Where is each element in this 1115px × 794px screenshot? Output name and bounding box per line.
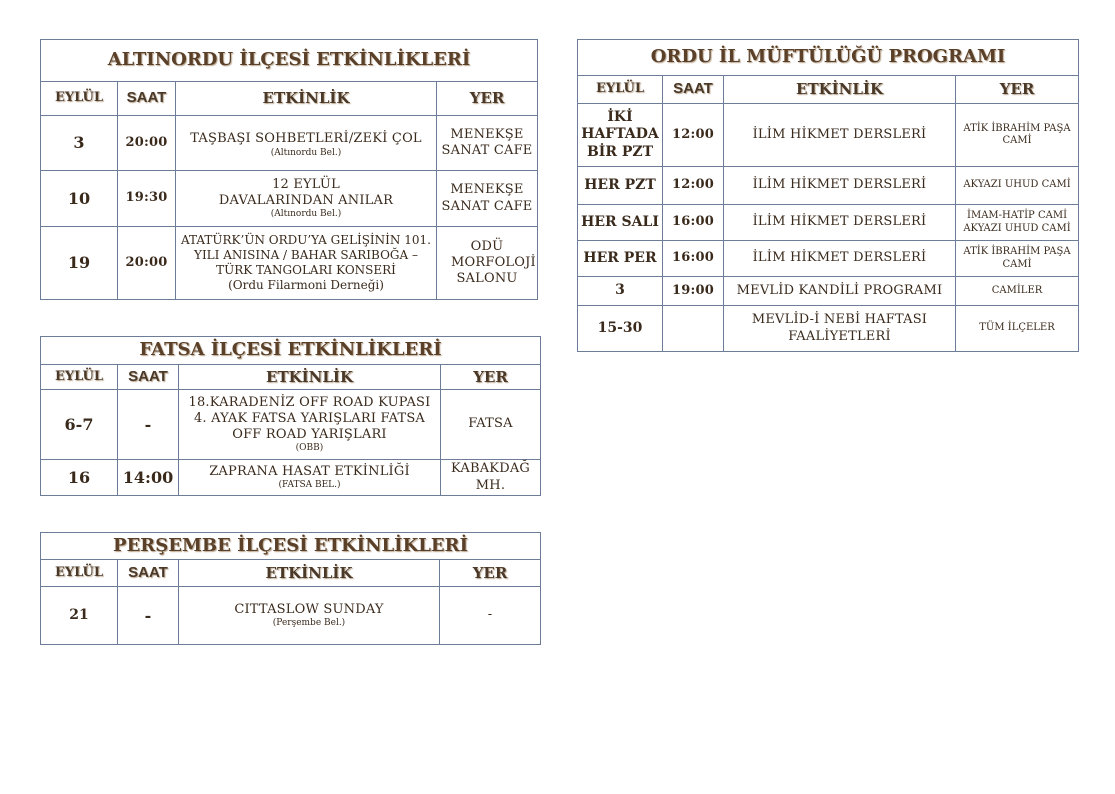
- event-organizer: (FATSA BEL.): [278, 480, 341, 490]
- header-place: YER: [956, 76, 1079, 104]
- mufti-program-table: [577, 39, 1079, 352]
- table-row: [41, 116, 538, 171]
- fatsa-events-table: [40, 336, 541, 496]
- persembe-title: PERŞEMBE İLÇESİ ETKİNLİKLERİ: [41, 533, 541, 560]
- event-time: 16:00: [663, 241, 724, 277]
- table-row: [41, 227, 538, 300]
- header-event: ETKİNLİK: [176, 82, 437, 116]
- event-time: 19:00: [663, 277, 724, 306]
- event-time: 14:00: [118, 460, 179, 496]
- header-time: SAAT: [663, 76, 724, 104]
- event-time: 12:00: [663, 104, 724, 167]
- header-event: ETKİNLİK: [179, 560, 440, 587]
- table-row: [41, 587, 541, 645]
- header-time: SAAT: [118, 560, 179, 587]
- header-event: ETKİNLİK: [179, 365, 441, 390]
- persembe-events-table: [40, 532, 541, 645]
- event-organizer: (Perşembe Bel.): [272, 618, 346, 628]
- header-event: ETKİNLİK: [724, 76, 956, 104]
- header-time: SAAT: [118, 82, 176, 116]
- event-day: İKİ HAFTADA BİR PZT: [578, 104, 663, 167]
- event-place: AKYAZI UHUD CAMİ: [956, 167, 1079, 205]
- event-time: 20:00: [118, 227, 176, 300]
- event-name: İLİM HİKMET DERSLERİ: [724, 104, 956, 167]
- header-place: YER: [441, 365, 541, 390]
- event-day: 6-7: [41, 390, 118, 460]
- event-day: 16: [41, 460, 118, 496]
- event-time: 19:30: [118, 171, 176, 227]
- header-time: SAAT: [118, 365, 179, 390]
- event-time: -: [118, 390, 179, 460]
- event-name: İLİM HİKMET DERSLERİ: [724, 205, 956, 241]
- event-cell: [179, 587, 440, 645]
- event-time: 20:00: [118, 116, 176, 171]
- event-name: MEVLİD-İ NEBİ HAFTASI FAALİYETLERİ: [724, 306, 956, 352]
- event-organizer: (Altınordu Bel.): [270, 209, 342, 220]
- table-row: [578, 167, 1079, 205]
- header-month: EYLÜL: [41, 82, 118, 116]
- header-place: YER: [437, 82, 538, 116]
- event-day: 3: [578, 277, 663, 306]
- event-place: İMAM-HATİP CAMİ AKYAZI UHUD CAMİ: [956, 205, 1079, 241]
- header-place: YER: [440, 560, 541, 587]
- event-day: HER SALI: [578, 205, 663, 241]
- event-day: 19: [41, 227, 118, 300]
- header-month: EYLÜL: [41, 365, 118, 390]
- altinordu-events-table: [40, 39, 538, 300]
- table-row: [578, 241, 1079, 277]
- table-row: [578, 205, 1079, 241]
- event-name: 18.KARADENİZ OFF ROAD KUPASI 4. AYAK FATSA YARIŞLARI FATSA OFF ROAD YARIŞLARI: [188, 394, 431, 442]
- table-row: [578, 104, 1079, 167]
- event-place: ATİK İBRAHİM PAŞA CAMİ: [956, 104, 1079, 167]
- event-cell: [179, 390, 441, 460]
- event-place: KABAKDAĞ MH.: [441, 460, 541, 496]
- header-month: EYLÜL: [41, 560, 118, 587]
- mufti-title: ORDU İL MÜFTÜLÜĞÜ PROGRAMI: [578, 40, 1079, 76]
- event-place: MENEKŞE SANAT CAFE: [437, 116, 538, 171]
- event-organizer: (Ordu Filarmoni Derneği): [228, 278, 384, 292]
- event-place: TÜM İLÇELER: [956, 306, 1079, 352]
- event-place: ATİK İBRAHİM PAŞA CAMİ: [956, 241, 1079, 277]
- event-time: -: [118, 587, 179, 645]
- table-row: [41, 460, 541, 496]
- table-row: [41, 171, 538, 227]
- table-row: [578, 306, 1079, 352]
- event-day: 21: [41, 587, 118, 645]
- event-place: ODÜ MORFOLOJİ SALONU: [437, 227, 538, 300]
- event-organizer: (OBB): [295, 443, 324, 454]
- event-day: HER PZT: [578, 167, 663, 205]
- event-name: CITTASLOW SUNDAY: [234, 601, 384, 617]
- event-place: -: [440, 587, 541, 645]
- event-name: ATATÜRK’ÜN ORDU’YA GELİŞİNİN 101. YILI ANISINA / BAHAR SARIBOĞA – TÜRK TANGOLARI KONSERİ: [181, 233, 431, 277]
- fatsa-title: FATSA İLÇESİ ETKİNLİKLERİ: [41, 337, 541, 365]
- event-day: 3: [41, 116, 118, 171]
- table-row: [41, 390, 541, 460]
- event-name: İLİM HİKMET DERSLERİ: [724, 241, 956, 277]
- event-cell: [176, 227, 437, 300]
- event-time: [663, 306, 724, 352]
- event-name: TAŞBAŞI SOHBETLERİ/ZEKİ ÇOL: [190, 131, 422, 147]
- event-day: HER PER: [578, 241, 663, 277]
- event-place: MENEKŞE SANAT CAFE: [437, 171, 538, 227]
- event-time: 16:00: [663, 205, 724, 241]
- event-place: CAMİLER: [956, 277, 1079, 306]
- event-day: 15-30: [578, 306, 663, 352]
- event-organizer: (Altınordu Bel.): [270, 147, 342, 158]
- event-name: ZAPRANA HASAT ETKİNLİĞİ: [209, 463, 410, 479]
- event-name: 12 EYLÜL DAVALARINDAN ANILAR: [218, 176, 394, 208]
- table-row: [578, 277, 1079, 306]
- event-time: 12:00: [663, 167, 724, 205]
- event-cell: [176, 171, 437, 227]
- event-cell: [176, 116, 437, 171]
- altinordu-title: ALTINORDU İLÇESİ ETKİNLİKLERİ: [41, 40, 538, 82]
- event-day: 10: [41, 171, 118, 227]
- header-month: EYLÜL: [578, 76, 663, 104]
- event-name: MEVLİD KANDİLİ PROGRAMI: [724, 277, 956, 306]
- event-name: İLİM HİKMET DERSLERİ: [724, 167, 956, 205]
- event-place: FATSA: [441, 390, 541, 460]
- event-cell: [179, 460, 441, 496]
